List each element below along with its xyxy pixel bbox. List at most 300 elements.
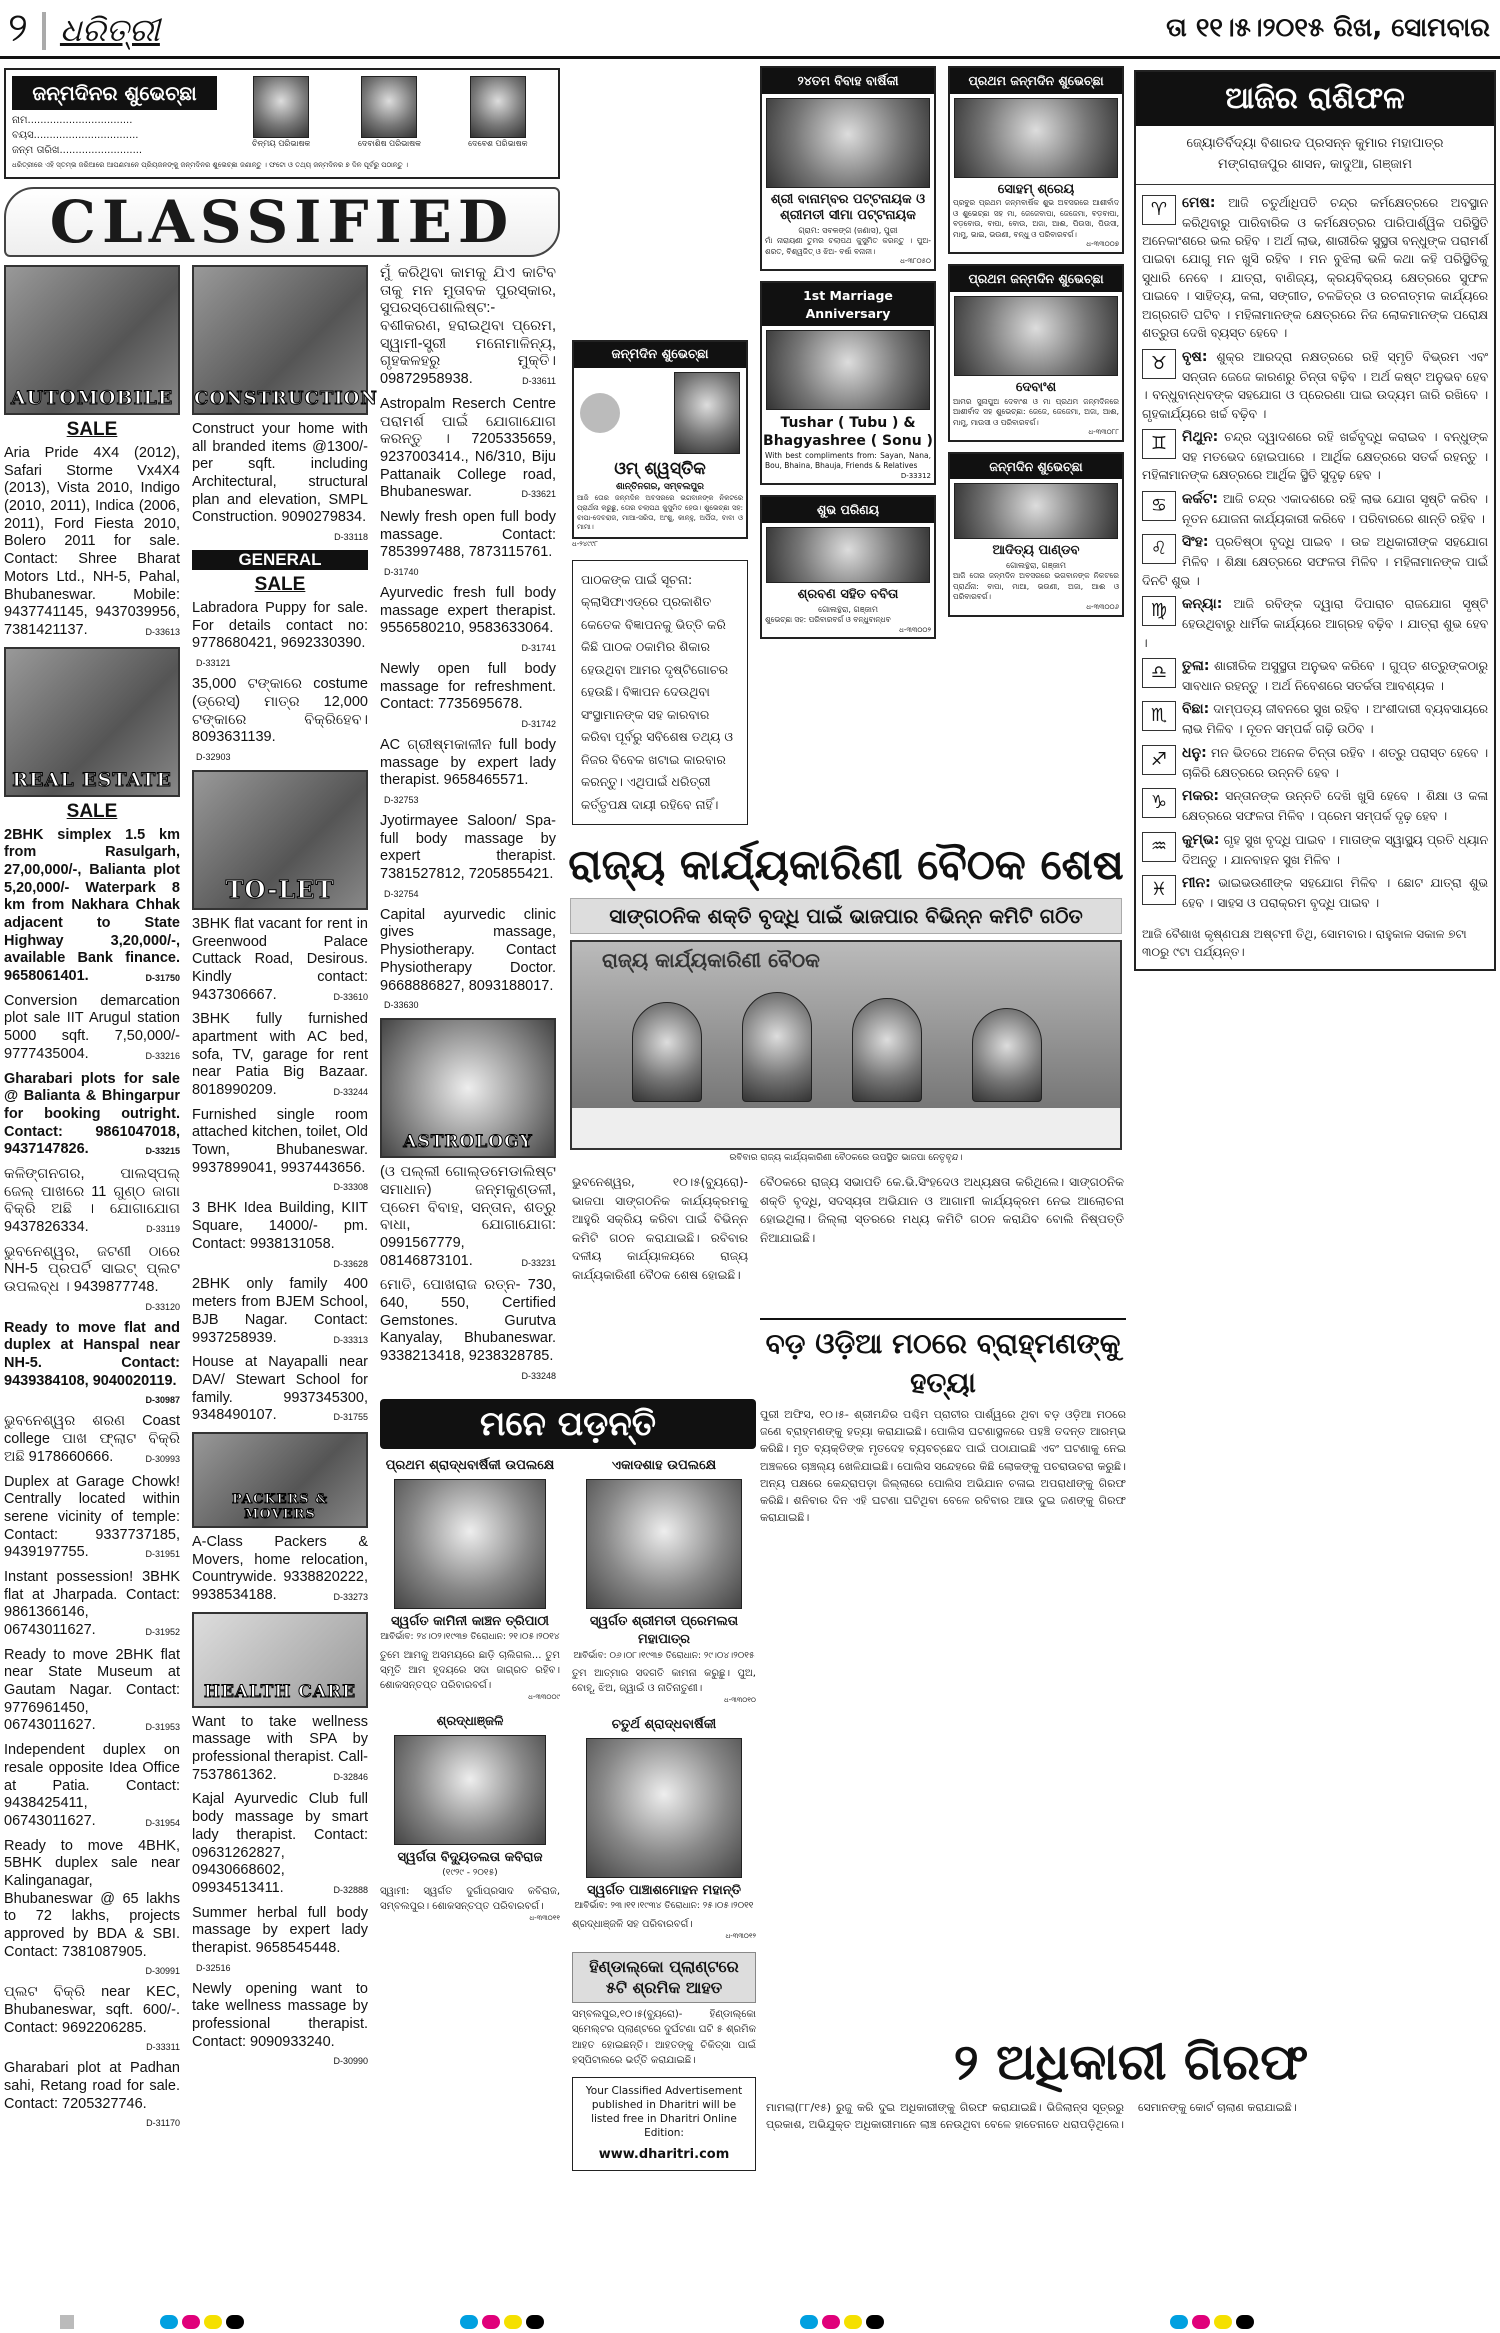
zodiac-name: ମକର: [1182, 788, 1220, 805]
zodiac-forecast: ଭାଇଭଉଣୀଙ୍କ ସହଯୋଗ ମିଳିବ । ଛୋଟ ଯାତ୍ରା ଶୁଭ ହେବ । ସାହସ ଓ ପରାକ୍ରମ ବୃଦ୍ଧି ପାଇବ । [1182, 876, 1488, 911]
memorial-items-right [572, 1457, 756, 1942]
ad-text: Independent duplex on resale opposite Idea Office at Patia. Contact: 9438425411, 06743011627. [4, 1742, 180, 1829]
general-heading: GENERAL [192, 550, 368, 570]
ad-code: ଧ-୩୩୦୧୧ [529, 1913, 560, 1922]
classified-ad [380, 1164, 556, 1270]
classified-ad [380, 813, 556, 900]
rashifal-title: ଆଜିର ରାଶିଫଳ [1136, 72, 1494, 126]
ad-code: D-31952 [145, 1627, 180, 1637]
classified-ad [192, 1714, 368, 1785]
rashifal-list [1136, 185, 1494, 925]
ad-code: D-33621 [521, 489, 556, 500]
ad-code: D-30990 [333, 2056, 368, 2067]
ad-code: D-33611 [522, 376, 556, 387]
reader-notice: ପାଠକଙ୍କ ପାଇଁ ସୂଚନା: କ୍ଲାସିଫାଏଡ୍‌ରେ ପ୍ରକାଶିତ କେତେକ ବିଜ୍ଞାପନକୁ ଭିତ୍ତି କରି କିଛି ପାଠକ ଠକାମିର ଶିକାର ହେଉଥିବା ଆମର ଦୃଷ୍ଟିଗୋଚର ହେଉଛି। ବିଜ୍ଞାପନ ଦେଉଥିବା ସଂସ୍ଥାମାନଙ୍କ ସହ କାରବାର କରିବା ପୂର୍ବରୁ ସବିଶେଷ ତଥ୍ୟ ଓ ନିଜର ବିବେକ ଖଟାଇ କାରବାର କରନ୍ତୁ। ଏଥିପାଇଁ ଧରିତ୍ରୀ କର୍ତ୍ତୃପକ୍ଷ ଦାୟୀ ରହିବେ ନାହିଁ। [572, 560, 748, 826]
construction-label: CONSTRUCTION [194, 388, 378, 409]
greeting-photo [954, 98, 1118, 178]
automobile-image [4, 265, 180, 415]
news-photo-meeting [570, 940, 1122, 1150]
health-care-ads [192, 1714, 368, 2068]
zodiac-forecast: ସନ୍ତାନଙ୍କ ଉନ୍ନତି ଦେଖି ଖୁସି ହେବେ । ଶିକ୍ଷା ଓ କଳା କ୍ଷେତ୍ରରେ ସଫଳତା ମିଳିବ । ପ୍ରେମ ସମ୍ପର୍କ ଦୃଢ଼ ହେବ । [1182, 789, 1488, 824]
news-body: ବୈଠକରେ ରାଜ୍ୟ ସଭାପତି କେ.ଭି.ସିଂହଦେଓ ଅଧ୍ୟକ୍ଷତା କରିଥିଲେ। ସାଙ୍ଗଠନିକ ଶକ୍ତି ବୃଦ୍ଧି, ସଦସ୍ୟତା ଅଭିଯାନ ଓ ଆଗାମୀ କାର୍ଯ୍ୟକ୍ରମ ନେଇ ଆଲୋଚନା ହୋଇଥିଲା। ଜିଲ୍ଲା ସ୍ତରରେ ମଧ୍ୟ କମିଟି ଗଠନ କରାଯିବ ବୋଲି ନିଷ୍ପତ୍ତି ନିଆଯାଇଛି। [760, 1175, 1124, 1245]
zodiac-name: ବିଛା: [1182, 701, 1210, 718]
greeting-card [760, 495, 936, 639]
classified-ad [380, 509, 556, 578]
ad-text: Kajal Ayurvedic Club full body massage by smart lady therapist. Contact: 09631262827, 09430668602, 09934513411. [192, 1791, 368, 1896]
ad-text: 35,000 ଟଙ୍କାରେ costume (ଡ୍ରେସ୍) ମାତ୍ର 12,000 ଟଙ୍କାରେ ବିକ୍ରିହେବ। 8093631139. [192, 676, 368, 746]
classified-ad [192, 1905, 368, 1974]
rashi-entry [1142, 427, 1488, 485]
rashi-entry [1142, 594, 1488, 652]
zodiac-icon: ♈ [1142, 195, 1176, 225]
ad-text: ମୋତି, ପୋଖରାଜ ରତ୍ନ- 730, 640, 550, Certified Gemstones. Gurutva Kanyalay, Bhubaneswar. 9338213418, 9238328785. [380, 1277, 556, 1365]
ad-code: D-32516 [196, 1962, 231, 1973]
ad-text: Newly open full body massage for refreshment. Contact: 7735695678. [380, 661, 556, 713]
greeting-title: ପ୍ରଥମ ଜନ୍ମଦିନ ଶୁଭେଚ୍ଛା [950, 68, 1122, 94]
classified-ad [380, 265, 556, 389]
form-field-age[interactable]: ବୟସ................................. [12, 130, 139, 141]
news-body: ସମ୍ବଲପୁର,୧୦।୫(ବ୍ୟୁରୋ)- ହିଣ୍ଡାଲ୍‌କୋ ସ୍ମେଲ୍ଟର ପ୍ଲାଣ୍ଟରେ ଦୁର୍ଘଟଣା ଘଟି ୫ ଶ୍ରମିକ ଆହତ ହୋଇଛନ୍ତି। ଆହତଙ୍କୁ ଚିକିତ୍ସା ପାଇଁ ହସ୍ପିଟାଲରେ ଭର୍ତ୍ତି କରାଯାଇଛି। [572, 2008, 756, 2067]
birthday-form-title: ଜନ୍ମଦିନର ଶୁଭେଚ୍ଛା [12, 76, 217, 110]
classified-banner: CLASSIFIED [4, 187, 560, 257]
print-marks [0, 2315, 1500, 2331]
ad-text: Instant possession! 3BHK flat at Jharpada. Contact: 9861366146, 06743011627. [4, 1568, 180, 1638]
ad-code: D-33613 [145, 626, 180, 637]
zodiac-name: ମୀନ: [1182, 875, 1211, 892]
classified-ad [4, 1474, 180, 1562]
zodiac-icon: ♏ [1142, 701, 1176, 731]
classified-ad [192, 1354, 368, 1425]
classified-ad [4, 1984, 180, 2053]
ad-code: D-33311 [146, 2042, 180, 2053]
ad-code: ଧ-୩୩୦୮୮ [1088, 428, 1119, 437]
ad-text: Ready to move 2BHK flat near State Museum at Gautam Nagar. Contact: 9776961450, 06743011627. [4, 1646, 180, 1734]
zodiac-icon: ♋ [1142, 491, 1176, 521]
real-estate-sale-heading: SALE [66, 800, 118, 822]
zodiac-name: ସିଂହ: [1182, 534, 1209, 551]
color-registration-marks [1170, 2315, 1254, 2329]
memorial-notice [380, 1457, 560, 1703]
rashi-entry [1142, 656, 1488, 695]
memorial-message: ତୁମେ ଆମକୁ ଅସମୟରେ ଛାଡ଼ି ଚାଲିଗଲ... ତୁମ ସ୍ମୃତି ଆମ ହୃଦୟରେ ସଦା ଜାଗ୍ରତ ରହିବ। ଶୋକସନ୍ତପ୍ତ ପରିବାରବର୍ଗ। [380, 1649, 560, 1691]
ad-text: କଳିଙ୍ଗନଗର, ପାଲସ୍ପଲ୍ ଜେଲ୍ ପାଖରେ 11 ଗୁଣ୍ଠ ଜାଗା ବିକ୍ରି ଅଛି । ଯୋଗାଯୋଗ 9437826334. [4, 1165, 180, 1235]
news-subheadline: ସାଙ୍ଗଠନିକ ଶକ୍ତି ବୃଦ୍ଧି ପାଇଁ ଭାଜପାର ବିଭିନ୍ନ କମିଟି ଗଠିତ [570, 898, 1122, 934]
greeting-message: ଆଜି ତୋର ଜନ୍ମଦିନ ଅବସରରେ ଭଗବାନଙ୍କ ନିକଟରେ ପ୍ରାର୍ଥନା: ବାପା, ମାଆ, ଭଉଣୀ, ଅଜା, ଆଈ ଓ ପରିବାରବର୍ଗ। [953, 571, 1119, 602]
classified-ad [4, 1166, 180, 1237]
greeting-name: ସୋହମ୍ ଶ୍ରେୟ [997, 181, 1075, 197]
greeting-photo [954, 483, 1118, 539]
classified-ad [4, 1413, 180, 1466]
classified-ad [192, 1981, 368, 2068]
greeting-message: ଆଜି ତୋର ଜନ୍ମଦିନ ଅବସରରେ ଭଗବାନଙ୍କ ନିକଟରେ ପ୍ରାର୍ଥନା କରୁଛୁ, ତୋର ଚଲାପଥ କୁସୁମିତ ହେଉ। ଶୁଭେଚ୍ଛା ସହ: ବାପା-ଦେବରାଜ, ମାଆ-ସରିତା, ଅଂଶୁ, କାନ୍ହୁ, ଅର୍ପିତା, ବାବା ଓ ମାମା। [577, 493, 743, 532]
classified-ad [192, 1200, 368, 1269]
memorial-notice [572, 1457, 756, 1706]
greeting-title: ପ୍ରଥମ ଜନ୍ମଦିନ ଶୁଭେଚ୍ଛା [950, 266, 1122, 292]
ad-code: D-33312 [900, 471, 931, 480]
zodiac-forecast: ଆଜି ରବିଙ୍କ ଦ୍ୱାରା ଦିପାରାଚ ରାଜଯୋଗ ସୃଷ୍ଟି ହେଉଥିବାରୁ ଧାର୍ମିକ କାର୍ଯ୍ୟରେ ଆଗ୍ରହ ବଢ଼ିବ । ଯାତ୍ରା ଶୁଭ ହେବ । [1142, 597, 1488, 650]
construction-image [192, 265, 378, 415]
zodiac-icon: ♎ [1142, 658, 1176, 688]
packers-label: PACKERS & MOVERS [232, 1491, 328, 1522]
news-headline-hindalco: ହିଣ୍ଡାଲ୍‌କୋ ପ୍ଲାଣ୍ଟରେ ୫ଟି ଶ୍ରମିକ ଆହତ [572, 1952, 756, 2003]
ad-code: D-32903 [196, 751, 231, 762]
zodiac-icon: ♉ [1142, 349, 1176, 379]
classified-ad [4, 1244, 180, 1313]
memorial-dates: ଆବିର୍ଭାବ: ୨୪।୦୨।୧୯୩୭ ତିରୋଧାନ: ୨୧।୦୫।୨୦୧୪ [380, 1632, 560, 1643]
zodiac-forecast: ଶୁକ୍ର ଆରଦ୍ରା ନକ୍ଷତ୍ରରେ ରହି ସ୍ମୃତି ବିଭ୍ରମ ଏବଂ ସନ୍ତାନ ଜେଜେ କାରଣରୁ ଚିନ୍ତା ବଢ଼ିବ । ଅର୍ଥ କଷ୍ଟ ଅନୁଭବ ହେବ । ବନ୍ଧୁବାନ୍ଧବଙ୍କ ସହଯୋଗ ଓ ପ୍ରେରଣା ପାଇ ଉଦ୍ୟମ ଜାରି ରଖିବେ । ଗୃହକାର୍ଯ୍ୟରେ ଖର୍ଚ୍ଚ ବଢ଼ିବ । [1142, 349, 1488, 421]
greeting-message: ପ୍ରବୁର ପ୍ରଥମ ଜନ୍ମବାର୍ଷିକ ଶୁଭ ଅବସରରେ ଆଶୀର୍ବାଦ ଓ ଶୁଭେଚ୍ଛା ସହ ମା, ଜେଜେବାପା, ଜେଜେମା, ବଡ଼ବାପା, ବଡ଼ବୋଉ, ବାପା, ବୋଉ, ଅଜା, ଆଈ, ପିଉସା, ପିଉସୀ, ମାମୁ, ଭାଇ, ଭଉଣୀ, ବନ୍ଧୁ ଓ ପରିବାରବର୍ଗ। [953, 198, 1119, 239]
ad-text: 2BHK only family 400 meters from BJEM School, BJB Nagar. Contact: 9937258939. [192, 1276, 368, 1346]
greeting-card [948, 66, 1124, 254]
memorial-section [380, 1399, 756, 2171]
rashi-entry [1142, 743, 1488, 782]
ad-code: D-30991 [145, 1966, 180, 1977]
health-care-image [192, 1612, 368, 1708]
ad-code: D-33231 [521, 1257, 556, 1268]
ad-text: Newly opening want to take wellness massage by professional therapist. Contact: 9090933240. [192, 1980, 368, 2050]
ad-text: Summer herbal full body massage by expert lady therapist. 9658545448. [192, 1904, 368, 1956]
classified-column-1 [4, 265, 180, 2136]
ad-text: Want to take wellness massage with SPA by professional therapist. Call-7537861362. [192, 1713, 368, 1783]
ad-text: Astropalm Reserch Centre ପରାମର୍ଶ ପାଇଁ ଯୋଗାଯୋଗ କରନ୍ତୁ । 7205335659, 9237003414., N6/310, Biju Pattanaik College road, Bhubaneswar. [380, 395, 556, 501]
memorial-photo [586, 1738, 742, 1878]
ad-code: D-31954 [145, 1817, 180, 1828]
news-headline-murder: ବଡ଼ ଓଡ଼ିଆ ମଠରେ ବ୍ରାହ୍ମଣଙ୍କୁ ହତ୍ୟା [760, 1318, 1126, 1402]
classified-ad [192, 1276, 368, 1347]
child-entry [448, 76, 548, 158]
to-let-image [192, 770, 368, 910]
ad-text: (ଓ ପଲ୍ଲୀ ଗୋଲ୍ଡମେଡାଲିଷ୍ଟ ସମାଧାନ) ଜନ୍ମକୁଣ୍ଡଳୀ, ପ୍ରେମ ବିବାହ, ସନ୍ତାନ, ଶତ୍ରୁ ବାଧା, ଯୋଗାଯୋଗ: 0991567779, 08146873101. [380, 1164, 556, 1269]
astrology-ads [380, 1164, 556, 1382]
greeting-title: ଶୁଭ ପରିଣୟ [762, 497, 934, 523]
ad-code: D-31951 [145, 1549, 180, 1560]
ad-code: ଧ-୩୩୦୦୭ [1086, 240, 1119, 249]
memorial-notice [572, 1716, 756, 1942]
zodiac-icon: ♌ [1142, 534, 1176, 564]
ad-code: D-33610 [333, 991, 368, 1002]
classified-ad [4, 445, 180, 640]
issue-date: ତା ୧୧।୫।୨୦୧୫ ରିଖ, ସୋମବାର [1166, 13, 1490, 43]
to-let-ads [192, 916, 368, 1425]
ad-text: ଭୁବନେଶ୍ୱର ଶରଣ Coast college ପାଖ ଫ୍ଲାଟ ବିକ୍ରି ଅଛି 9178660666. [4, 1413, 180, 1465]
classified-ad [192, 1534, 368, 1605]
astrologer-name: ଜ୍ୟୋତିର୍ବିଦ୍ୟା ବିଶାରଦ ପ୍ରସନ୍ନ କୁମାର ମହାପାତ୍ର [1186, 136, 1444, 151]
memorial-photo [394, 1735, 546, 1845]
news-murder-block [760, 1318, 1126, 1526]
ad-text: Capital ayurvedic clinic gives massage, Physiotherapy. Contact Physiotherapy Doctor. 9668886827, 8093188017. [380, 906, 556, 994]
ad-text: House at Nayapalli near DAV/ Stewart School for family. 9937345300, 9348490107. [192, 1354, 368, 1424]
ad-code: ଧ-୩୩୦୧୨ [725, 1931, 756, 1940]
classified-ad [380, 907, 556, 1011]
ad-text: Furnished single room attached kitchen, toilet, Old Town, Bhubaneswar. 9937899041, 9937443656. [192, 1106, 368, 1176]
classified-column-3 [380, 265, 556, 1389]
classified-ad [4, 993, 180, 1064]
zodiac-name: ତୁଳା: [1182, 658, 1210, 675]
birthday-form-note: ଧରିତ୍ରୀରେ ଏହି ସ୍ତମ୍ଭ ଜରିଆରେ ଆପଣମାନେ ପ୍ରିୟଜନଙ୍କୁ ଜନ୍ମଦିନର ଶୁଭେଚ୍ଛା ଜଣାନ୍ତୁ । ଫଟୋ ଓ ତଥ୍ୟ ଜନ୍ମଦିନର ୭ ଦିନ ପୂର୍ବରୁ ପଠାନ୍ତୁ । [12, 161, 408, 169]
ad-code: D-31755 [333, 1412, 368, 1423]
ad-text: Jyotirmayee Saloon/ Spa- full body massage by expert therapist. 7381527812, 7205855421. [380, 813, 556, 883]
promo-text: Your Classified Advertisement published in Dharitri will be listed free in Dharitri Online Edition: [585, 2084, 743, 2140]
zodiac-forecast: ଆଜି ଚନ୍ଦ୍ର ଏକାଦଶରେ ରହି ଲାଭ ଯୋଗ ସୃଷ୍ଟି କରିବ । ନୂତନ ଯୋଜନା କାର୍ଯ୍ୟକାରୀ କରିବେ । ପରିବାରରେ ଶାନ୍ତି ରହିବ । [1182, 491, 1488, 526]
column3-ads [380, 265, 556, 1011]
greeting-name: ଶ୍ରୀ ବାନାମ୍ବର ପଟ୍ଟନାୟକ ଓ ଶ୍ରୀମତୀ ସୀମା ପଟ୍ଟନାୟକ [770, 191, 926, 224]
classified-ad [192, 421, 368, 543]
greeting-place: ଗୋଲନ୍ଥରା, ଗଞ୍ଜାମ [1006, 561, 1066, 571]
memorial-message: ତୁମ ଆତ୍ମାର ସଦଗତି କାମନା କରୁଛୁ। ପୁଅ, ବୋହୂ, ଝିଅ, ଜ୍ୱାଇଁ ଓ ନାତିନାତୁଣୀ। [572, 1668, 756, 1695]
ad-text: Ayurvedic fresh full body massage expert therapist. 9556580210, 9583633064. [380, 584, 556, 637]
news-body-murder [760, 1406, 1126, 1525]
zodiac-forecast: ପ୍ରତିଷ୍ଠା ବୃଦ୍ଧି ପାଇବ । ଉଚ୍ଚ ଅଧିକାରୀଙ୍କ ସହଯୋଗ ମିଳିବ । ଶିକ୍ଷା କ୍ଷେତ୍ରରେ ସଫଳତା ମିଳିବ । ମହିଳାମାନଙ୍କ ପାଇଁ ଦିନଟି ଶୁଭ । [1142, 535, 1488, 588]
newspaper-name: ଧରିତ୍ରୀ [59, 11, 160, 49]
page-masthead [8, 4, 160, 54]
memorial-dates: ଆବିର୍ଭାବ: ୨୩।୧୧।୧୯୩୪ ତିରୋଧାନ: ୨୫।୦୫।୨୦୧୧ [574, 1901, 754, 1912]
memorial-columns [380, 1457, 756, 2171]
ad-text: Duplex at Garage Chowk! Centrally located within serene vicinity of temple: Contact: 9337737185, 9439197755. [4, 1473, 180, 1561]
rashi-entry [1142, 830, 1488, 869]
child-name: ଦେବେଶ ପରିଭାଷକ [468, 139, 528, 148]
memorial-photo [394, 1479, 546, 1609]
ad-text: Conversion demarcation plot sale IIT Arugul station 5000 sqft. 7,50,000/- 9777435004. [4, 992, 180, 1062]
ad-text: 3BHK fully furnished apartment with AC bed, sofa, TV, garage for rent near Patia Big Bazaar. 8018990209. [192, 1011, 368, 1099]
ad-code: D-33215 [145, 1146, 180, 1157]
ad-text: A-Class Packers & Movers, home relocation, Countrywide. 9338820222, 9938534188. [192, 1533, 368, 1604]
real-estate-label: REAL ESTATE [12, 768, 172, 791]
ad-text: Construct your home with all branded items @1300/- per sqft. including Architectural, structural plan and elevation, SMPL Construction. 9090279834. [192, 421, 368, 526]
rashi-entry [1142, 786, 1488, 825]
classified-ad [380, 737, 556, 806]
ad-code: ଧ-୩୩୦୦୯ [528, 1692, 560, 1701]
greeting-photo [766, 98, 930, 188]
classified-ad [4, 1838, 180, 1978]
ad-code: D-33121 [196, 658, 231, 669]
form-field-dob[interactable]: ଜନ୍ମ ତାରିଖ.......................... [12, 145, 143, 156]
zodiac-icon: ♍ [1142, 596, 1176, 626]
greeting-photo [954, 296, 1118, 376]
child-name: ଦେବାଶିଷ ପରିଭାଷକ [357, 139, 422, 148]
ad-code: D-32754 [384, 888, 419, 899]
memorial-title: ଏକାଦଶାହ ଉପଲକ୍ଷେ [611, 1458, 717, 1473]
greeting-photo-row [574, 368, 746, 458]
classified-ad [4, 1320, 180, 1407]
ad-code: ଧ-୩୩୦୦୬ [1086, 602, 1119, 611]
memorial-dates: ଆବିର୍ଭାବ: ୦୬।୦୮।୧୯୩୭ ତିରୋଧାନ: ୨୯।୦୪।୨୦୧୫ [573, 1650, 755, 1661]
memorial-photo [586, 1479, 742, 1609]
classified-column-4 [572, 340, 748, 825]
astrology-image [380, 1018, 556, 1158]
ad-code: D-31170 [146, 2118, 180, 2129]
memorial-dates: (୧୯୨୯ - ୨୦୧୫) [442, 1868, 498, 1879]
ad-code: D-31741 [521, 643, 556, 654]
memorial-name: ସ୍ୱର୍ଗତ ପାଞ୍ଚାଶମୋହନ ମହାନ୍ତି [587, 1883, 741, 1899]
greeting-name: Tushar ( Tubu ) & Bhagyashree ( Sonu ) [763, 415, 933, 450]
ad-code: D-31750 [145, 973, 180, 984]
classified-ad [4, 1647, 180, 1735]
greeting-photo [766, 330, 930, 410]
child-name: ଚିନ୍ମୟ ପରିଭାଷକ [252, 139, 311, 148]
memorial-title: ଚତୁର୍ଥ ଶ୍ରାଦ୍ଧବାର୍ଷିକୀ [611, 1716, 717, 1732]
ad-code: D-32753 [384, 795, 419, 806]
automobile-label: AUTOMOBILE [10, 387, 174, 409]
ad-code: D-33248 [521, 1370, 556, 1381]
greeting-title: ୨୪ତମ ବିବାହ ବାର୍ଷିକୀ [762, 68, 934, 94]
classified-ad [4, 827, 180, 986]
child-photo [361, 76, 417, 138]
zodiac-forecast: ଚନ୍ଦ୍ର ଦ୍ୱାଦଶରେ ରହି ଖର୍ଚ୍ଚବୃଦ୍ଧି କରାଇବ । ବନ୍ଧୁଙ୍କ ସହ ମତଭେଦ ହୋଇପାରେ । ଆର୍ଥିକ କ୍ଷେତ୍ରରେ ସତର୍କ ରହନ୍ତୁ । ମହିଳାମାନଙ୍କ କ୍ଷେତ୍ରରେ ଆର୍ଥିକ ସ୍ଥିତି ସୁଦୃଢ଼ ହେବ । [1142, 429, 1488, 483]
child-entry [339, 76, 439, 158]
auto-ads [4, 445, 180, 640]
zodiac-forecast: ମନ ଭିତରେ ଅନେକ ଚିନ୍ତା ରହିବ । ଶତ୍ରୁ ପରାସ୍ତ ହେବେ । ଚାକିରି କ୍ଷେତ୍ରରେ ଉନ୍ନତି ହେବ । [1182, 745, 1488, 780]
greeting-title: ଜନ୍ମଦିନ ଶୁଭେଚ୍ଛା [950, 454, 1122, 480]
greeting-message: ଆମର ସୁନାପୁଅ ଦେବାଂଶ ଓ ମା ପ୍ରଥମ ଜନ୍ମଦିନରେ ଆଶୀର୍ବାଦ ସହ ଶୁଭେଚ୍ଛା: ଜେଜେ, ଜେଜେମା, ଅଜା, ଆଈ, ମାମୁ, ମାଉସୀ ଓ ପରିବାରବର୍ଗ। [953, 396, 1119, 427]
greeting-name: ଶ୍ରବଣ ସହିତ ବବିତା [797, 586, 899, 602]
color-registration-marks [800, 2315, 884, 2329]
greeting-name: ଆଦିତ୍ୟ ପାଣ୍ଡବ [992, 543, 1080, 559]
ad-text: Ready to move flat and duplex at Hanspal near NH-5. Contact: 9439384108, 9040020119. [4, 1319, 180, 1389]
greeting-message: ମାଁ ନାରାୟଣୀ ତୁମର ଚଲାପଥ କୁସୁମିତ କରନ୍ତୁ । ପୁଅ- ଶରତ, ବିଶ୍ୱଜିତ୍ ଓ ଝିଅ- ବର୍ଷା ବନାନୀ। [765, 236, 931, 256]
rashi-entry [1142, 699, 1488, 738]
zodiac-name: ବୃଷ: [1182, 348, 1208, 365]
ad-code: D-33628 [333, 1258, 368, 1269]
person [972, 1008, 1042, 1102]
ad-text: ପ୍ଲଟ ବିକ୍ରି near KEC, Bhubaneswar, sqft. 600/-. Contact: 9692206285. [4, 1984, 180, 2036]
birthday-form-photos [227, 76, 552, 158]
promo-url[interactable]: www.dharitri.com [598, 2147, 730, 2163]
greeting-card [948, 264, 1124, 442]
color-registration-marks [460, 2315, 544, 2329]
ad-text: AC ଗ୍ରୀଷ୍ମକାଳୀନ full body massage by expert lady therapist. 9658465571. [380, 737, 556, 789]
zodiac-forecast: ଶାରୀରିକ ଅସୁସ୍ଥତା ଅନୁଭବ କରିବେ । ଗୁପ୍ତ ଶତ୍ରୁଙ୍କଠାରୁ ସାବଧାନ ରହନ୍ତୁ । ଅର୍ଥ ନିବେଶରେ ସତର୍କତା ଆବଶ୍ୟକ । [1182, 659, 1488, 694]
zodiac-icon: ♒ [1142, 832, 1176, 862]
to-let-label: TO-LET [225, 874, 335, 904]
general-sale-heading: SALE [254, 574, 306, 596]
memorial-name: ସ୍ୱର୍ଗତ ଶ୍ରୀମତୀ ପ୍ରେମଲତା ମହାପାତ୍ର [589, 1614, 739, 1648]
memorial-name: ସ୍ୱର୍ଗତ କାମିନୀ କାଞ୍ଚନ ତ୍ରିପାଠୀ [391, 1614, 549, 1630]
ad-text: ଭୁବନେଶ୍ୱର, ଜଟଣୀ ଠାରେ NH-5 ପ୍ରପର୍ଟି ସାଇଟ୍ ପ୍ଲଟ ଉପଲବ୍ଧ । 9439877748. [4, 1243, 180, 1296]
ad-code: D-31740 [384, 567, 419, 577]
memorial-message: ଶ୍ରଦ୍ଧାଞ୍ଜଳି ସହ ପରିବାରବର୍ଗ। [572, 1918, 693, 1930]
ad-code: D-31953 [145, 1722, 180, 1733]
classified-ad [192, 1011, 368, 1099]
ad-text: 2BHK simplex 1.5 km from Rasulgarh, 27,00,000/-, Balianta plot 5,20,000/- Waterpark 8 km from Nakhara Chhak adjacent to State Highway 3,20,000/-, available Bank finance. 9658061401. [4, 826, 180, 985]
child-entry [231, 76, 331, 158]
greeting-photo [766, 527, 930, 583]
ad-code: D-33118 [334, 532, 368, 543]
memorial-banner: ମନେ ପଡ଼ନ୍ତି [380, 1399, 756, 1449]
ad-code: D-33273 [333, 1592, 368, 1603]
classified-ad [380, 585, 556, 654]
packers-ads [192, 1534, 368, 1605]
memorial-title: ପ୍ରଥମ ଶ୍ରାଦ୍ଧବାର୍ଷିକୀ ଉପଲକ୍ଷେ [385, 1458, 555, 1473]
zodiac-forecast: ଆଜି ଚତୁର୍ଥାଧିପତି ଚନ୍ଦ୍ର କର୍ମକ୍ଷେତ୍ରରେ ଅବସ୍ଥାନ କରିଥିବାରୁ ପାରିବାରିକ ଓ କର୍ମକ୍ଷେତ୍ରର ପାରିପାର୍ଶ୍ୱିକ ପରିସ୍ଥିତି ଅନେକାଂଶରେ ଭଲ ରହିବ । ଅର୍ଥ ଲାଭ, ଶାରୀରିକ ସୁସ୍ଥତା ବନ୍ଧୁଙ୍କ ପରାମର୍ଶ ପାଇବା ଯୋଗୁ ମନ ଖୁସି ରହିବ । ମନ ବୁଝିଲା ଭଳି କଥା କହି ପରିସ୍ଥିତିକୁ ସୁଧାରି ନେବେ । ଯାତ୍ରା, ବାଣିଜ୍ୟ, କ୍ରୟବିକ୍ରୟ କ୍ଷେତ୍ରରେ ସୁଫଳ ପାଇବେ । ସାହିତ୍ୟ, କଳା, ସଙ୍ଗୀତ, ଚଳଚ୍ଚିତ୍ର ଓ ରଚନାତ୍ମକ କାର୍ଯ୍ୟରେ ଅଗ୍ରଗତି ଘଟିବ । ମହିଳାମାନଙ୍କ କ୍ଷେତ୍ରରେ ନିଜ ଲୋକମାନଙ୍କ ପରୋକ୍ଷ ଶତ୍ରୁତା ଦେଖି ବ୍ୟସ୍ତ ହେବେ । [1142, 195, 1488, 341]
greeting-cards-right [948, 66, 1124, 627]
birthday-form-left [12, 76, 217, 158]
child-photo [253, 76, 309, 138]
person [852, 998, 922, 1102]
classified-ad [4, 1071, 180, 1159]
zodiac-icon: ♊ [1142, 429, 1176, 459]
zodiac-icon: ♐ [1142, 745, 1176, 775]
greeting-place: ଗ୍ରାମ: ସବଳଙ୍ଗ (ଜଣାସ), ପୁରୀ [798, 226, 898, 236]
form-field-name[interactable]: ନାମ................................. [12, 115, 133, 126]
ad-text: 3BHK flat vacant for rent in Greenwood Palace Cuttack Road, Desirous. Kindly contact: 9437306667. [192, 915, 368, 1003]
rashi-entry [1142, 532, 1488, 590]
news-headline-arrest: ୨ ଅଧିକାରୀ ଗିରଫ [953, 2033, 1309, 2091]
general-ads [192, 600, 368, 763]
ad-code: D-30987 [145, 1395, 180, 1406]
ad-code: D-31742 [521, 719, 556, 730]
greeting-card [948, 452, 1124, 617]
zodiac-name: ମେଷ: [1182, 194, 1216, 211]
ad-code: D-33119 [146, 1224, 180, 1234]
greeting-card [760, 66, 936, 271]
rashifal-footer: ଆଜି ବୈଶାଖ କୃଷ୍ଣପକ୍ଷ ଅଷ୍ଟମୀ ତିଥି, ସୋମବାର। ରାହୁକାଳ ସକାଳ ୭ଟା ୩୦ରୁ ୯ଟା ପର୍ଯ୍ୟନ୍ତ। [1142, 926, 1467, 959]
greeting-place: ଶାନ୍ତିନଗର, ସମ୍ବଲପୁର [616, 482, 704, 493]
ad-text: Gharabari plot at Padhan sahi, Retang road for sale. Contact: 7205327746. [4, 2060, 180, 2112]
ad-code: D-32846 [333, 1771, 368, 1782]
memorial-notice [380, 1713, 560, 1924]
ad-code: ଧ-୩୮୦୫୦ [900, 257, 931, 266]
classified-ad [4, 1742, 180, 1830]
packers-image [192, 1432, 368, 1528]
zodiac-forecast: ଗୃହ ସୁଖ ବୃଦ୍ଧି ପାଇବ । ମାତାଙ୍କ ସ୍ୱାସ୍ଥ୍ୟ ପ୍ରତି ଧ୍ୟାନ ଦିଅନ୍ତୁ । ଯାନବାହନ ସୁଖ ମିଳିବ । [1182, 832, 1488, 867]
classified-ad [192, 1791, 368, 1897]
classified-ad [192, 600, 368, 669]
child-photo [470, 76, 526, 138]
ad-text: Gharabari plots for sale @ Balianta & Bhingarpur for booking outright. Contact: 9861047018, 9437147826. [4, 1070, 180, 1158]
rashi-entry [1142, 489, 1488, 528]
memorial-name: ସ୍ୱର୍ଗତା ବିଦ୍ୟୁତଲତା କବିରାଜ [397, 1849, 543, 1865]
classified-column-2 [192, 265, 378, 2074]
astrology-label: ASTROLOGY [403, 1132, 533, 1153]
ad-code: D-33120 [145, 1301, 180, 1312]
greeting-place: ଗୋଲନ୍ଥରା, ଗଞ୍ଜାମ [818, 604, 878, 614]
ad-text: Labradora Puppy for sale. For details contact no: 9778680421, 9692330390. [192, 600, 368, 652]
ad-code: D-30993 [145, 1453, 180, 1464]
ad-code: ଧ-୩୩୦୧୦ [723, 1696, 756, 1705]
online-promo-box [572, 2077, 756, 2171]
news-body: ମାମଲା(୮୮/୧୫) ରୁଜୁ କରି ଦୁଇ ଅଧିକାରୀଙ୍କୁ ଗିରଫ କରାଯାଇଛି। ଭିଜିଲାନ୍ସ ସୂତ୍ରରୁ ପ୍ରକାଶ, ଅଭିଯୁକ୍ତ ଅଧିକାରୀମାନେ ଲାଞ୍ଚ ନେଉଥିବା ବେଳେ ହାତେନାତେ ଧରାପଡ଼ିଥିଲେ। ସେମାନଙ୍କୁ କୋର୍ଟ ଚାଲାଣ କରାଯାଇଛି। [766, 2101, 1297, 2132]
news-arrest-block [766, 2030, 1496, 2133]
zodiac-name: କର୍କଟ: [1182, 490, 1218, 507]
greeting-card [760, 281, 936, 485]
birthday-form-box [4, 68, 560, 179]
news-headline-main: ରାଜ୍ୟ କାର୍ଯ୍ୟକାରିଣୀ ବୈଠକ ଶେଷ [568, 840, 1124, 889]
greeting-title: ଜନ୍ମଦିନ ଶୁଭେଚ୍ଛା [574, 342, 746, 368]
zodiac-name: ମିଥୁନ: [1182, 428, 1219, 445]
ad-code: D-33630 [384, 1000, 419, 1011]
rashi-entry [1142, 347, 1488, 423]
person [632, 1002, 702, 1102]
ad-text: 3 BHK Idea Building, KIIT Square, 14000/- pm. Contact: 9938131058. [192, 1200, 368, 1252]
photo-caption: ରବିବାର ରାଜ୍ୟ କାର୍ଯ୍ୟକାରିଣୀ ବୈଠକରେ ଉପସ୍ଥିତ ଭାଜପା ନେତୃବୃନ୍ଦ। [729, 1152, 963, 1163]
real-estate-ads [4, 827, 180, 2130]
rashifal-box [1134, 70, 1496, 971]
classified-ad [192, 676, 368, 763]
zodiac-name: କୁମ୍ଭ: [1182, 831, 1220, 848]
greeting-message: With best compliments from: Sayan, Nana, Bou, Bhaina, Bhauja, Friends & Relatives [765, 450, 931, 471]
birthday-form-fields [12, 113, 217, 158]
health-care-label: HEALTH CARE [203, 1681, 357, 1702]
ad-code: D-33216 [145, 1050, 180, 1061]
auto-sale-heading: SALE [66, 419, 118, 440]
memorial-column-right [572, 1457, 756, 2171]
color-registration-marks [160, 2315, 244, 2329]
news-body: ଭୁବନେଶ୍ୱର, ୧୦।୫(ବ୍ୟୁରୋ)- ଭାଜପା ସାଙ୍ଗଠନିକ କାର୍ଯ୍ୟକ୍ରମକୁ ଆହୁରି ସକ୍ରିୟ କରିବା ପାଇଁ ବିଭିନ୍ନ କମିଟି ଗଠନ କରାଯାଇଛି। ରବିବାର ଦଳୀୟ କାର୍ଯ୍ୟାଳୟରେ ରାଜ୍ୟ କାର୍ଯ୍ୟକାରିଣୀ ବୈଠକ ଶେଷ ହୋଇଛି। [572, 1175, 748, 1282]
classified-ad [192, 1107, 368, 1194]
ad-text: Newly fresh open full body massage. Contact: 7853997488, 7873115761. [380, 508, 556, 561]
person [742, 992, 812, 1102]
ad-code: ଧ-୨୪୯୯୮ [572, 540, 598, 549]
